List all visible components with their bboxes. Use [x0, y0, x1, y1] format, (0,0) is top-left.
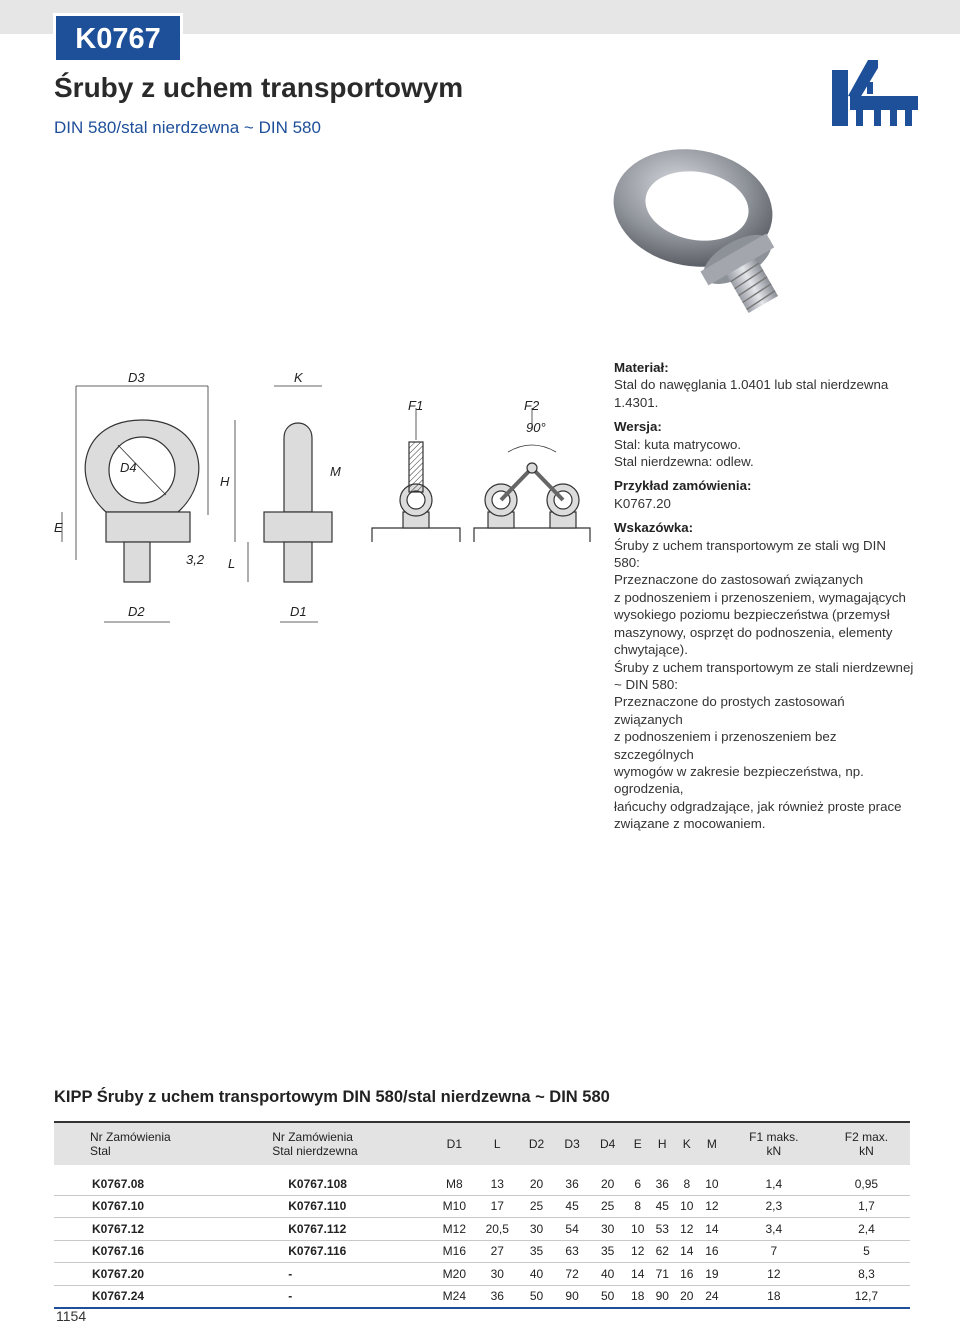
cell: 24 [699, 1285, 725, 1308]
table-row [54, 1240, 910, 1263]
cell: 71 [650, 1263, 675, 1286]
specification-table [54, 1121, 910, 1309]
col-header-l: L [493, 1137, 501, 1151]
cell: 1,4 [725, 1169, 823, 1195]
hint-line: Śruby z uchem transportowym ze stali nierdzewnej [614, 659, 914, 675]
table-header-row [54, 1122, 910, 1169]
cell: 35 [519, 1240, 555, 1263]
col-header-d4: D4 [599, 1137, 616, 1151]
cell: 2,3 [725, 1195, 823, 1218]
eye-bolt-photo [605, 140, 805, 320]
cell: K0767.116 [272, 1240, 433, 1263]
hint-line: z podnoszeniem i przenoszeniem, wymagających [614, 589, 906, 605]
table-row [54, 1195, 910, 1218]
label-d2: D2 [128, 604, 145, 619]
label-f1: F1 [408, 398, 424, 413]
cell: K0767.10 [54, 1195, 272, 1218]
hint-heading: Wskazówka: [614, 520, 694, 536]
cell: 36 [476, 1285, 519, 1308]
table-row [54, 1169, 910, 1195]
cell: 54 [554, 1218, 590, 1241]
cell: 90 [650, 1285, 675, 1308]
cell: 40 [590, 1263, 626, 1286]
hint-line: Śruby z uchem transportowym ze stali wg DIN 580: [614, 537, 886, 571]
cell: 12,7 [823, 1285, 910, 1308]
cell: 27 [476, 1240, 519, 1263]
version-section [614, 418, 914, 470]
cell: 12 [725, 1263, 823, 1286]
cell: 30 [476, 1263, 519, 1286]
material-text: Stal do nawęglania 1.0401 lub stal nierdzewna 1.4301. [614, 377, 889, 410]
cell: 53 [650, 1218, 675, 1241]
kipp-logo [832, 60, 918, 126]
technical-drawing [50, 360, 600, 630]
cell: 14 [625, 1263, 650, 1286]
label-d3: D3 [128, 370, 145, 385]
page-title: Śruby z uchem transportowym [54, 72, 464, 103]
cell: M16 [433, 1240, 476, 1263]
cell: 62 [650, 1240, 675, 1263]
label-h: H [220, 474, 230, 489]
order-heading: Przykład zamówienia: [614, 478, 752, 494]
cell: 16 [675, 1263, 700, 1286]
label-d4: D4 [120, 460, 137, 475]
col-header-m: M [706, 1137, 717, 1151]
cell: 5 [823, 1240, 910, 1263]
cell: 17 [476, 1195, 519, 1218]
col-header-k: K [682, 1137, 691, 1151]
cell: 30 [519, 1218, 555, 1241]
label-d1: D1 [290, 604, 307, 619]
cell: K0767.20 [54, 1263, 272, 1286]
version-heading: Wersja: [614, 419, 662, 435]
hint-line: maszynowy, osprzęt do podnoszenia, elementy [614, 624, 893, 640]
cell: 7 [725, 1240, 823, 1263]
cell: K0767.16 [54, 1240, 272, 1263]
cell: 10 [699, 1169, 725, 1195]
product-info [614, 359, 914, 840]
hint-line: ~ DIN 580: [614, 676, 678, 692]
cell: 14 [699, 1218, 725, 1241]
cell: 2,4 [823, 1218, 910, 1241]
cell: M12 [433, 1218, 476, 1241]
cell: M8 [433, 1169, 476, 1195]
cell: 8,3 [823, 1263, 910, 1286]
cell: 45 [554, 1195, 590, 1218]
cell: 14 [675, 1240, 700, 1263]
hint-section [614, 519, 914, 832]
hint-line: związane z mocowaniem. [614, 816, 766, 832]
cell: 6 [625, 1169, 650, 1195]
cell: 36 [650, 1169, 675, 1195]
label-m: M [330, 464, 341, 479]
cell: 45 [650, 1195, 675, 1218]
cell: 50 [519, 1285, 555, 1308]
cell: 1,7 [823, 1195, 910, 1218]
cell: 12 [699, 1195, 725, 1218]
cell: 8 [625, 1195, 650, 1218]
label-e: E [54, 520, 63, 535]
hint-line: z podnoszeniem i przenoszeniem bez szczególnych [614, 729, 837, 762]
cell: 18 [725, 1285, 823, 1308]
col-header-d1: D1 [446, 1137, 463, 1151]
col-header-d3: D3 [564, 1137, 580, 1151]
col-header-order-stainless: Nr Zamówienia Stal nierdzewna [272, 1130, 358, 1158]
col-header-e: E [633, 1137, 642, 1151]
table-row [54, 1218, 910, 1241]
cell: 13 [476, 1169, 519, 1195]
cell: 19 [699, 1263, 725, 1286]
cell: K0767.108 [272, 1169, 433, 1195]
col-header-order-steel: Nr Zamówienia Stal [90, 1130, 171, 1158]
cell: K0767.08 [54, 1169, 272, 1195]
cell: K0767.112 [272, 1218, 433, 1241]
cell: - [272, 1263, 433, 1286]
label-f2: F2 [524, 398, 540, 413]
cell: 16 [699, 1240, 725, 1263]
col-header-h: H [657, 1137, 667, 1151]
order-section [614, 477, 914, 512]
cell: 18 [625, 1285, 650, 1308]
cell: 35 [590, 1240, 626, 1263]
label-3-2: 3,2 [186, 552, 205, 567]
material-section [614, 359, 914, 411]
table-title: KIPP Śruby z uchem transportowym DIN 580/stal nierdzewna ~ DIN 580 [54, 1088, 610, 1106]
hint-line: łańcuchy odgradzające, jak również proste prace [614, 798, 902, 814]
cell: 20,5 [476, 1218, 519, 1241]
cell: 10 [675, 1195, 700, 1218]
cell: M10 [433, 1195, 476, 1218]
col-header-f2: F2 max. kN [844, 1130, 889, 1158]
page-subtitle: DIN 580/stal nierdzewna ~ DIN 580 [54, 118, 321, 137]
label-k: K [294, 370, 303, 385]
product-code-badge: K0767 [56, 16, 180, 60]
hint-line: Przeznaczone do prostych zastosowań związanych [614, 694, 845, 727]
cell: M20 [433, 1263, 476, 1286]
order-example: K0767.20 [614, 495, 671, 511]
table-row [54, 1285, 910, 1308]
version-line: Stal nierdzewna: odlew. [614, 454, 754, 470]
col-header-f1: F1 maks. kN [749, 1130, 799, 1158]
cell: 40 [519, 1263, 555, 1286]
cell: 3,4 [725, 1218, 823, 1241]
cell: 63 [554, 1240, 590, 1263]
material-heading: Materiał: [614, 360, 669, 375]
cell: 25 [590, 1195, 626, 1218]
page-number: 1154 [56, 1308, 87, 1324]
cell: 20 [590, 1169, 626, 1195]
cell: 12 [625, 1240, 650, 1263]
label-angle: 90° [526, 420, 546, 435]
cell: 20 [675, 1285, 700, 1308]
cell: 8 [675, 1169, 700, 1195]
cell: 20 [519, 1169, 555, 1195]
cell: 0,95 [823, 1169, 910, 1195]
cell: 50 [590, 1285, 626, 1308]
cell: 36 [554, 1169, 590, 1195]
hint-line: Przeznaczone do zastosowań związanych [614, 572, 864, 588]
cell: K0767.110 [272, 1195, 433, 1218]
cell: 10 [625, 1218, 650, 1241]
col-header-d2: D2 [528, 1137, 545, 1151]
cell: 25 [519, 1195, 555, 1218]
cell: 12 [675, 1218, 700, 1241]
cell: 72 [554, 1263, 590, 1286]
version-line: Stal: kuta matrycowo. [614, 436, 742, 452]
hint-line: wysokiego poziomu bezpieczeństwa (przemysł [614, 607, 890, 623]
cell: 90 [554, 1285, 590, 1308]
cell: K0767.12 [54, 1218, 272, 1241]
hint-line: wymogów w zakresie bezpieczeństwa, np. ogrodzenia, [614, 763, 864, 797]
cell: K0767.24 [54, 1285, 272, 1308]
hint-line: chwytające). [614, 642, 688, 658]
table-row [54, 1263, 910, 1286]
cell: M24 [433, 1285, 476, 1308]
cell: - [272, 1285, 433, 1308]
label-l: L [228, 556, 236, 571]
cell: 30 [590, 1218, 626, 1241]
